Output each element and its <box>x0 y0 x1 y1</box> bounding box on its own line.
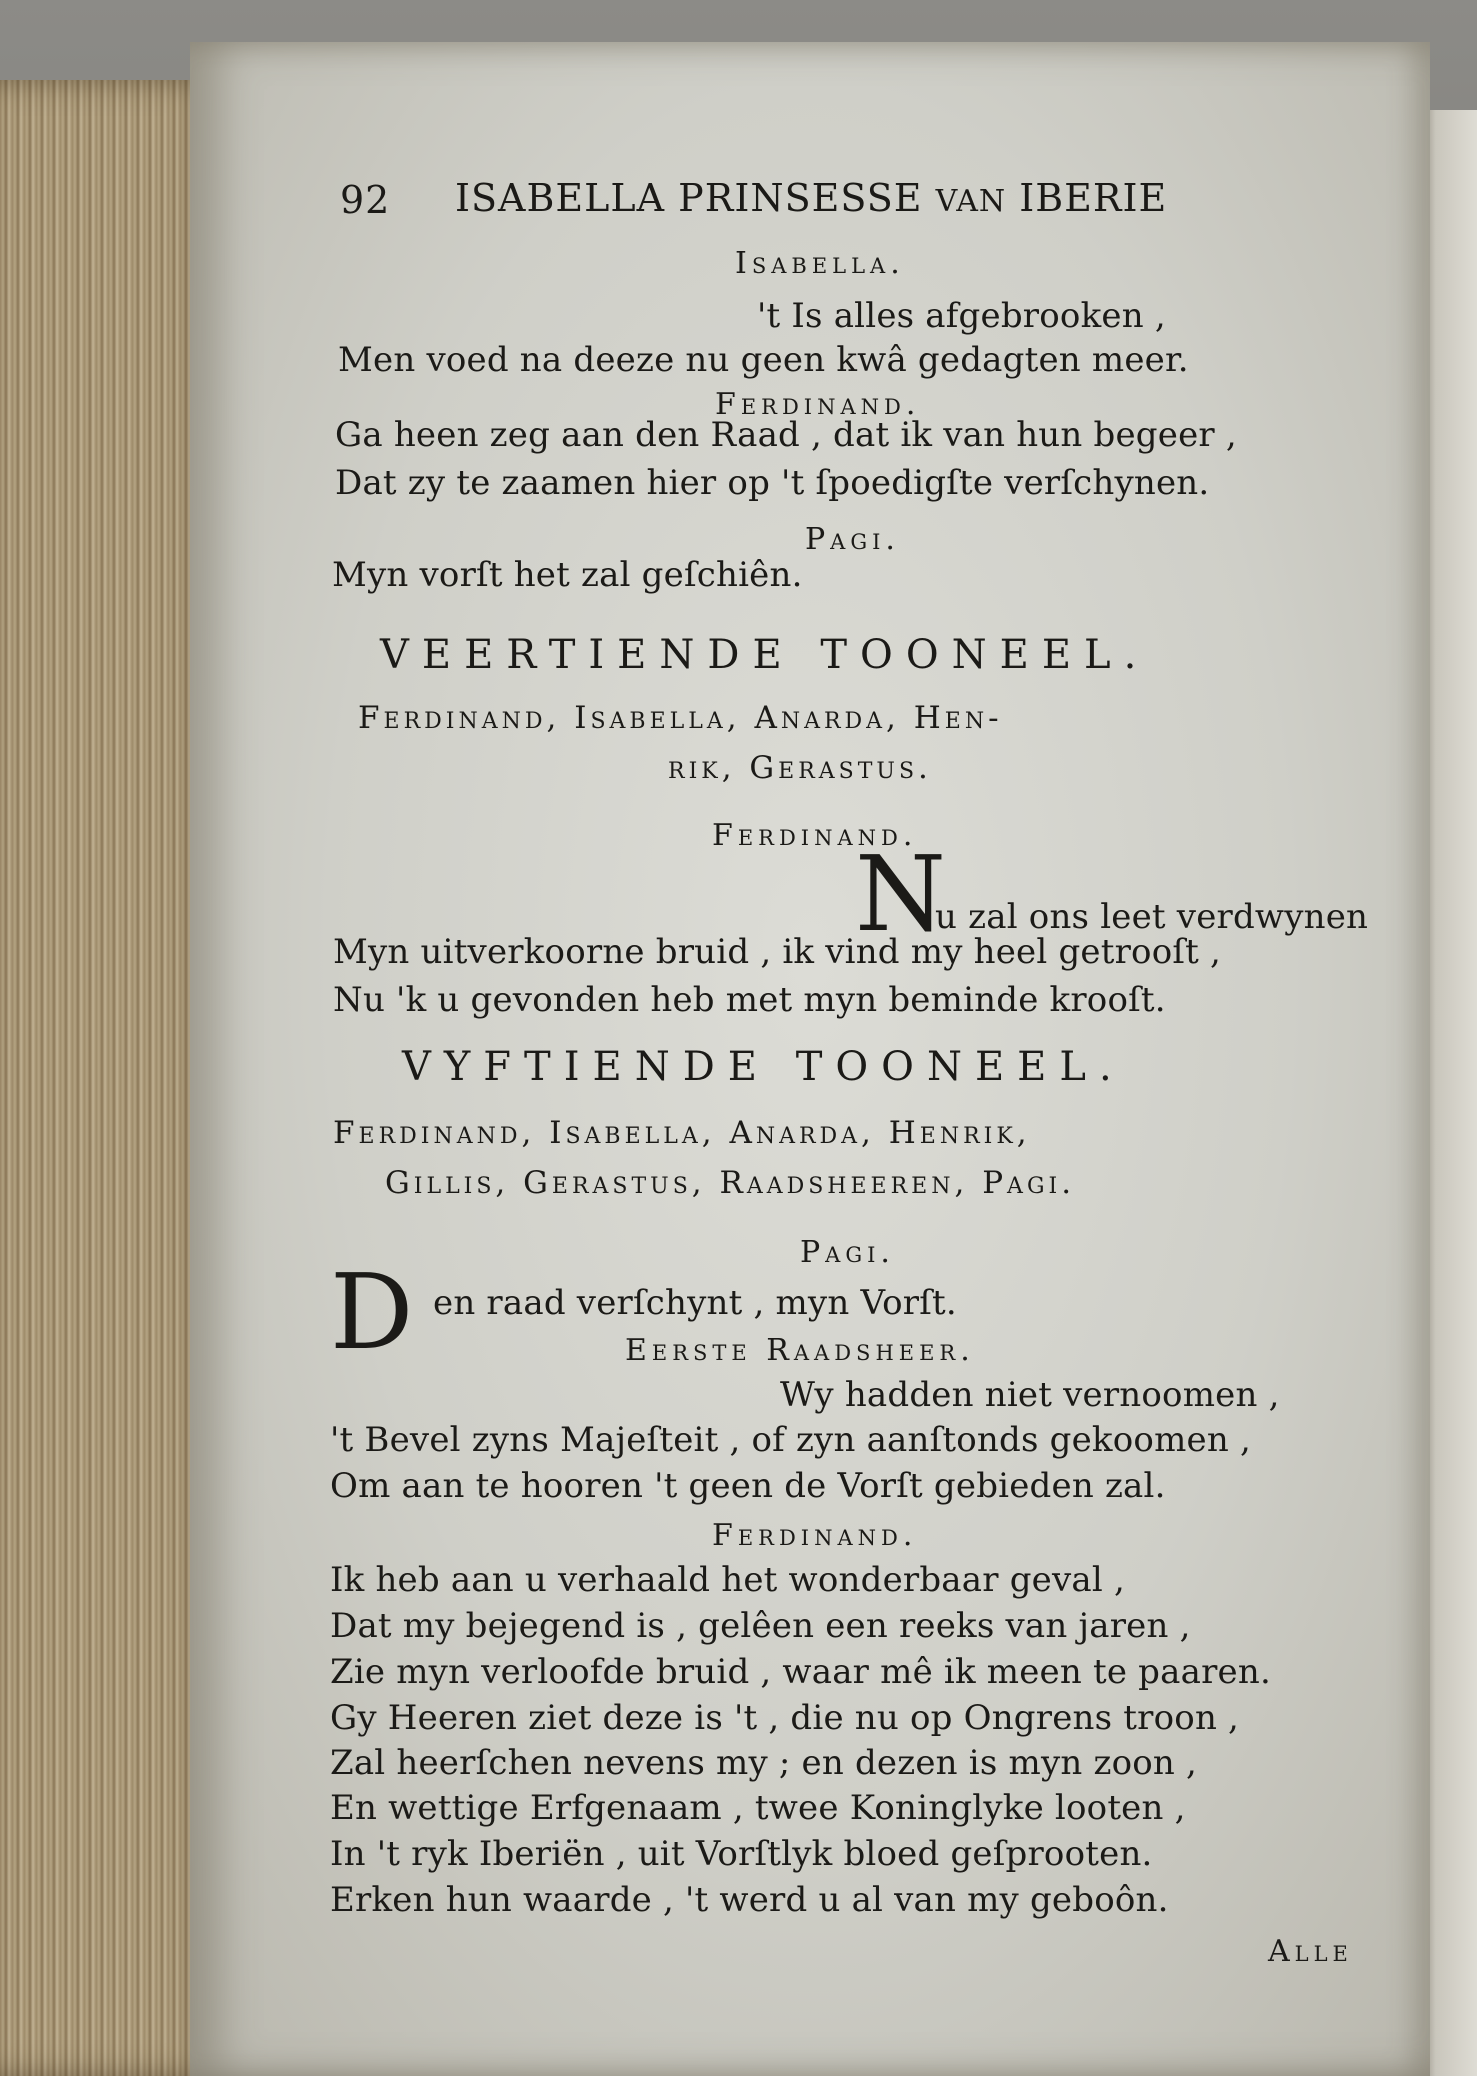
running-title-van: VAN <box>935 184 1007 219</box>
speaker-raadsheer: Eerste Raadsheer. <box>625 1333 975 1368</box>
verse-line: u zal ons leet verdwynen <box>935 897 1369 937</box>
drop-cap: D <box>330 1251 414 1373</box>
running-title-end: IBERIE <box>1019 176 1168 220</box>
verse-line: Wy hadden niet vernoomen , <box>780 1375 1280 1415</box>
verse-line: Nu 'k u gevonden heb met myn beminde krooſt. <box>333 980 1166 1020</box>
verse-line: Zie myn verloofde bruid , waar mê ik meen te paaren. <box>330 1652 1271 1692</box>
speaker-ferdinand: Ferdinand. <box>712 1518 918 1553</box>
verse-line: In 't ryk Iberiën , uit Vorſtlyk bloed geſprooten. <box>330 1834 1153 1874</box>
verse-line: Zal heerſchen nevens my ; en dezen is myn zoon , <box>330 1743 1198 1783</box>
running-title-main: ISABELLA PRINSESSE <box>455 176 923 220</box>
verse-line: Myn uitverkoorne bruid , ik vind my heel getrooſt , <box>333 932 1222 972</box>
verse-line: Dat my bejegend is , gelêen een reeks van jaren , <box>330 1606 1191 1646</box>
running-title <box>455 176 1167 220</box>
scene-heading-15: VYFTIENDE TOONEEL. <box>402 1044 1125 1090</box>
scene-heading-14: VEERTIENDE TOONEEL. <box>380 632 1150 678</box>
verse-line: Ga heen zeg aan den Raad , dat ik van hun begeer , <box>335 415 1237 455</box>
cast-list: Ferdinand, Isabella, Anarda, Henrik, <box>333 1115 1031 1151</box>
cast-list: Ferdinand, Isabella, Anarda, Hen- <box>358 700 1003 736</box>
catchword: Alle <box>1268 1934 1353 1969</box>
drop-cap: N <box>855 833 946 955</box>
speaker-ferdinand: Ferdinand. <box>712 818 918 853</box>
cast-list: Gillis, Gerastus, Raadsheeren, Pagi. <box>385 1165 1076 1201</box>
speaker-ferdinand: Ferdinand. <box>715 387 921 422</box>
verse-line: Myn vorſt het zal geſchiên. <box>332 555 803 595</box>
cast-list: rik, Gerastus. <box>668 750 932 786</box>
verse-line: Gy Heeren ziet deze is 't , die nu op Ongrens troon , <box>330 1698 1240 1738</box>
speaker-pagi: Pagi. <box>805 522 900 557</box>
verse-line: 't Bevel zyns Majeſteit , of zyn aanſtonds gekoomen , <box>330 1420 1251 1460</box>
verse-line: Om aan te hooren 't geen de Vorſt gebieden zal. <box>330 1466 1166 1506</box>
speaker-pagi: Pagi. <box>800 1235 895 1270</box>
verse-line: en raad verſchynt , myn Vorſt. <box>433 1283 957 1323</box>
verse-line: En wettige Erfgenaam , twee Koninglyke looten , <box>330 1788 1186 1828</box>
verse-line: Ik heb aan u verhaald het wonderbaar geval , <box>330 1560 1125 1600</box>
speaker-isabella: Isabella. <box>735 246 905 281</box>
verse-line: Dat zy te zaamen hier op 't ſpoedigſte verſchynen. <box>335 463 1210 503</box>
verse-line: Men voed na deeze nu geen kwâ gedagten meer. <box>338 340 1189 380</box>
page-number: 92 <box>340 178 391 222</box>
verse-line: 't Is alles afgebrooken , <box>757 296 1166 336</box>
page-edges <box>0 80 220 2076</box>
verse-line: Erken hun waarde , 't werd u al van my geboôn. <box>330 1880 1169 1920</box>
